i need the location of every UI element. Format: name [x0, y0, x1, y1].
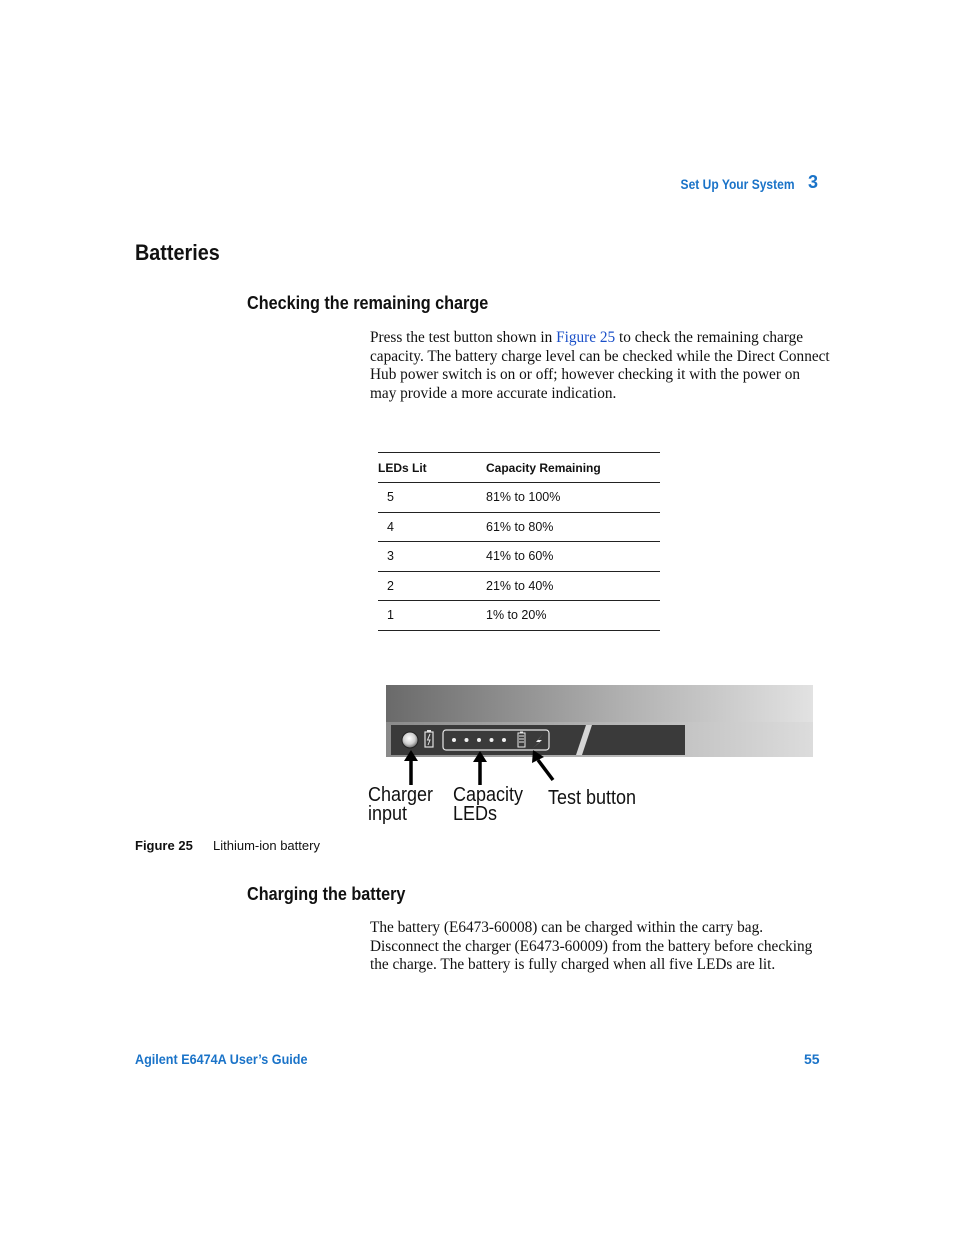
capacity-led	[452, 738, 456, 742]
label-charger-input	[368, 786, 433, 824]
paragraph-checking	[370, 329, 830, 404]
running-header-section: Set Up Your System	[680, 176, 795, 192]
label-line: input	[368, 803, 408, 825]
capacity-led	[490, 738, 494, 742]
label-capacity-leds	[453, 786, 523, 824]
table-row	[378, 483, 660, 513]
cell-leds-lit: 2	[378, 571, 486, 601]
battery-panel-figure	[386, 685, 813, 757]
cell-leds-lit: 3	[378, 542, 486, 572]
label-line: Capacity	[453, 784, 524, 806]
figure-caption-text: Lithium-ion battery	[213, 838, 320, 853]
footer-guide-title: Agilent E6474A User’s Guide	[135, 1051, 308, 1067]
cell-leds-lit: 5	[378, 483, 486, 513]
label-test-button: Test button	[548, 787, 637, 809]
capacity-table	[378, 452, 660, 631]
figure-25-link[interactable]: Figure 25	[556, 329, 616, 346]
label-line: LEDs	[453, 803, 498, 825]
charger-input-jack	[402, 732, 418, 748]
paragraph-charging: The battery (E6473-60008) can be charged within the carry bag. Disconnect the charger (E6473-60009) from the battery before checking the charge. The battery is fully charged when all five LEDs are lit.	[370, 919, 813, 974]
paragraph-text: to check the remaining charge capacity. The battery charge level can be checked while the Direct Connect Hub power switch is on or off; however checking it with the power on may provide a more accurate indication.	[370, 329, 830, 403]
heading-checking-charge: Checking the remaining charge	[247, 293, 489, 313]
cell-leds-lit: 1	[378, 601, 486, 631]
heading-batteries: Batteries	[135, 240, 220, 265]
figure-caption	[135, 838, 320, 853]
running-header-chapter: 3	[808, 172, 819, 192]
cell-capacity: 1% to 20%	[486, 601, 660, 631]
footer-page-number: 55	[804, 1051, 820, 1067]
cell-capacity: 21% to 40%	[486, 571, 660, 601]
capacity-led	[502, 738, 506, 742]
column-header-capacity: Capacity Remaining	[486, 453, 660, 483]
table-row	[378, 601, 660, 631]
paragraph-text: Press the test button shown in	[370, 329, 557, 346]
table-row	[378, 542, 660, 572]
table-row	[378, 512, 660, 542]
arrow-icon	[404, 750, 418, 785]
capacity-led	[465, 738, 469, 742]
column-header-leds-lit: LEDs Lit	[378, 453, 486, 483]
label-line: Charger	[368, 784, 434, 806]
cell-capacity: 41% to 60%	[486, 542, 660, 572]
figure-caption-number: Figure 25	[135, 838, 193, 853]
cell-capacity: 81% to 100%	[486, 483, 660, 513]
heading-charging-battery: Charging the battery	[247, 884, 406, 904]
arrow-icon	[473, 751, 487, 785]
cell-capacity: 61% to 80%	[486, 512, 660, 542]
table-row	[378, 571, 660, 601]
arrow-icon	[532, 750, 553, 780]
cell-leds-lit: 4	[378, 512, 486, 542]
capacity-led	[477, 738, 481, 742]
table-header-row	[378, 453, 660, 483]
